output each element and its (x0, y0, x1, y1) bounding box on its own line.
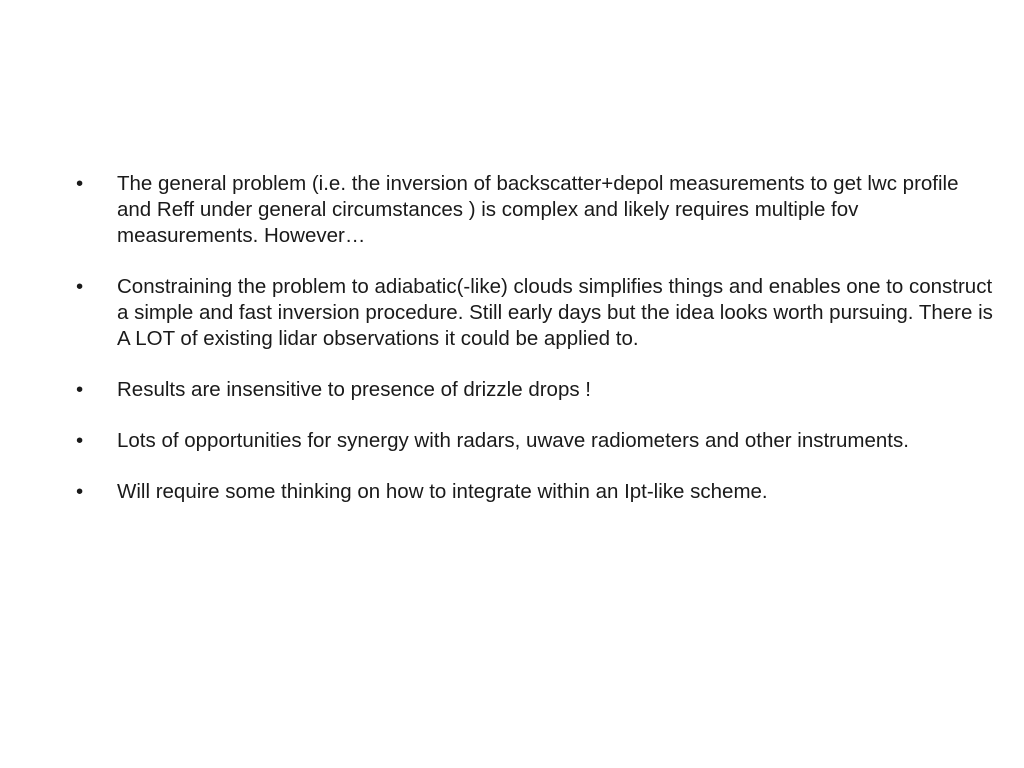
bullet-icon: • (76, 275, 84, 298)
bullet-icon: • (76, 172, 84, 195)
bullet-text: Will require some thinking on how to integrate within an Ipt-like scheme. (117, 480, 768, 503)
bullet-icon: • (76, 429, 84, 452)
bullet-item (76, 428, 996, 454)
bullet-item (76, 479, 996, 505)
bullet-text: Results are insensitive to presence of drizzle drops ! (117, 378, 592, 401)
bullet-list (76, 171, 996, 530)
bullet-item (76, 377, 996, 403)
bullet-icon: • (76, 378, 84, 401)
bullet-item (76, 171, 996, 249)
bullet-item (76, 274, 996, 352)
bullet-text: The general problem (i.e. the inversion of backscatter+depol measurements to get lwc profile and Reff under general circumstances ) is complex and likely requires multiple fov measurements. However… (117, 172, 959, 247)
bullet-text: Constraining the problem to adiabatic(-like) clouds simplifies things and enables one to construct a simple and fast inversion procedure. Still early days but the idea looks worth pursuing. There is A LOT of existing lidar observations it could be applied to. (117, 275, 993, 350)
bullet-icon: • (76, 480, 84, 503)
bullet-text: Lots of opportunities for synergy with radars, uwave radiometers and other instruments. (117, 429, 909, 452)
